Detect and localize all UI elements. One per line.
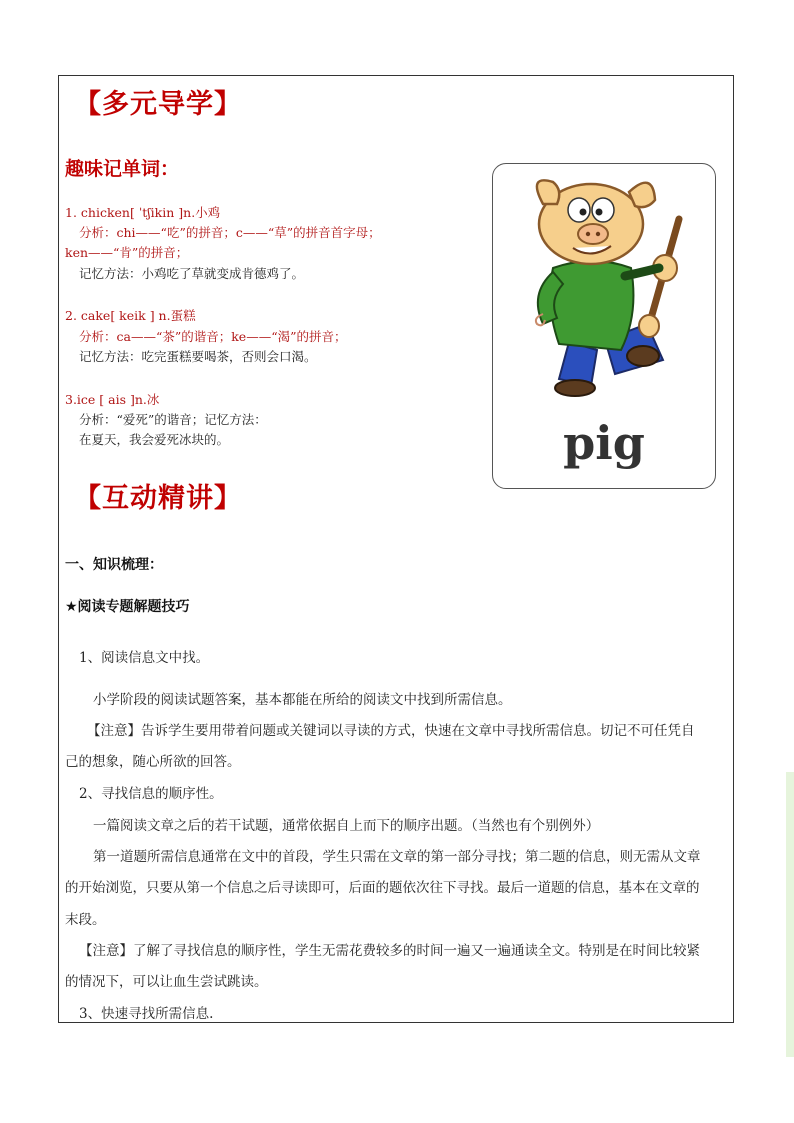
side-scroll-strip [786, 772, 794, 1057]
note-1-line-2: 己的想象，随心所欲的回答。 [65, 754, 241, 770]
point-3-title: 3、快速寻找所需信息. [79, 1006, 214, 1022]
word-analysis-ice: 分析：“爱死”的谐音；记忆方法： [79, 412, 267, 427]
word-entry-chicken: 1. chicken[ ˈtʃikin ]n.小鸡 [65, 205, 221, 220]
point-1-title: 1、阅读信息文中找。 [79, 650, 210, 666]
fun-words-heading: 趣味记单词： [65, 158, 180, 180]
note-2-line-2: 的情况下，可以让血生尝试跳读。 [65, 974, 268, 990]
note-1-line-1: 【注意】告诉学生要用带着问题或关键词以寻读的方式，快速在文章中寻找所需信息。切记不可任凭自 [87, 723, 695, 739]
point-2-detail-line-3: 末段。 [65, 912, 106, 928]
word-analysis-chicken-cont: ken——“肯”的拼音； [65, 245, 189, 260]
word-memory-ice: 在夏天，我会爱死冰块的。 [79, 432, 230, 447]
point-1-body: 小学阶段的阅读试题答案，基本都能在所给的阅读文中找到所需信息。 [93, 692, 512, 708]
knowledge-heading: 一、知识梳理： [65, 557, 163, 573]
point-2-title: 2、寻找信息的顺序性。 [79, 786, 223, 802]
section-title-duoyuan: 【多元导学】 [74, 89, 242, 120]
word-entry-cake: 2. cake[ keik ] n.蛋糕 [65, 308, 196, 323]
point-2-detail-line-1: 第一道题所需信息通常在文中的首段，学生只需在文章的第一部分寻找；第二题的信息，则无需从文章 [93, 849, 701, 865]
topic-heading: ★阅读专题解题技巧 [65, 599, 190, 615]
word-analysis-chicken: 分析：chi——“吃”的拼音；c——“草”的拼音首字母； [79, 225, 381, 240]
point-2-body: 一篇阅读文章之后的若干试题，通常依据自上而下的顺序出题。（当然也有个别例外） [93, 818, 600, 834]
card-word-label: pig [563, 416, 645, 470]
note-2-line-1: 【注意】了解了寻找信息的顺序性，学生无需花费较多的时间一遍又一遍通读全文。特别是在时间比较紧 [79, 943, 700, 959]
word-analysis-cake: 分析：ca——“茶”的谐音；ke——“渴”的拼音； [79, 329, 347, 344]
word-memory-cake: 记忆方法：吃完蛋糕要喝茶，否则会口渴。 [79, 349, 317, 364]
word-memory-chicken: 记忆方法：小鸡吃了草就变成肯德鸡了。 [79, 266, 305, 281]
point-2-detail-line-2: 的开始浏览，只要从第一个信息之后寻读即可，后面的题依次往下寻找。最后一道题的信息，基本在文章的 [65, 880, 700, 896]
word-entry-ice: 3.ice [ ais ]n.冰 [65, 392, 160, 407]
pig-flashcard [492, 163, 716, 489]
section-title-hudong: 【互动精讲】 [74, 483, 242, 514]
